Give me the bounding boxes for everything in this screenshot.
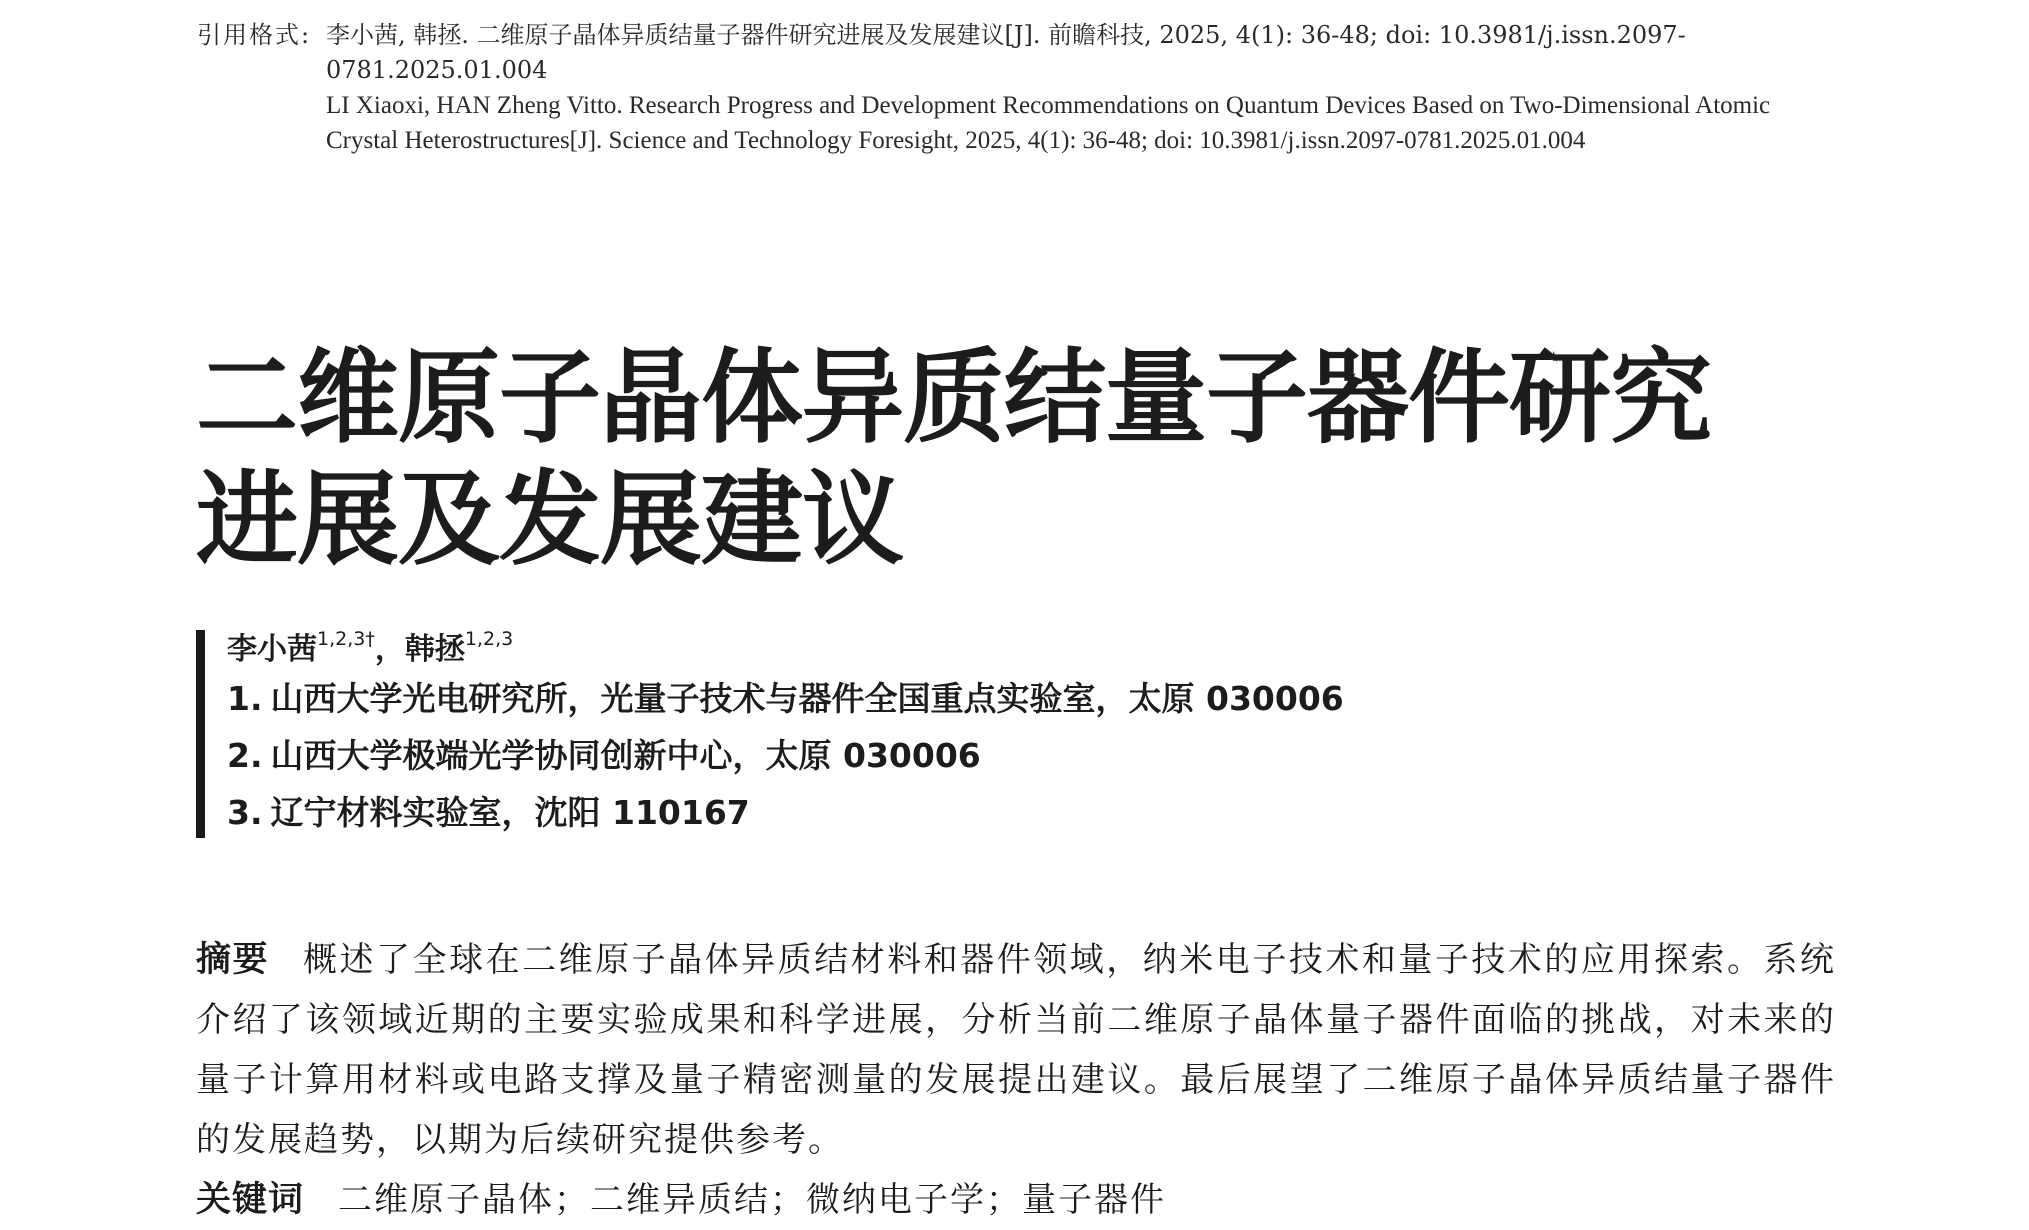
- affiliation-item: [227, 784, 1344, 841]
- affiliation-item: [227, 727, 1344, 784]
- affiliation-number: 3.: [227, 793, 263, 832]
- abstract: [196, 930, 1836, 1170]
- keywords-text: 二维原子晶体；二维异质结；微纳电子学；量子器件: [338, 1180, 1167, 1220]
- author-separator: ，: [374, 632, 405, 667]
- citation-en: LI Xiaoxi, HAN Zheng Vitto. Research Progress and Development Recommendations on Quantum Devices Based on Two-Dimensional Atomic Crystal Heterostructures[J]. Science and Technology Foresight, 2025, 4(1): 36-48; doi: 10.3981/j.issn.2097-0781.2025.01.004: [326, 92, 1771, 154]
- keywords: [196, 1170, 1166, 1230]
- author-name: 李小茜: [227, 632, 317, 667]
- affiliation-text: 辽宁材料实验室，沈阳 110167: [270, 793, 750, 832]
- title-line-2: 进展及发展建议: [196, 461, 903, 580]
- affiliation-number: 2.: [227, 736, 263, 775]
- citation-label: 引用格式:: [197, 21, 312, 49]
- author-name: 韩拯: [404, 632, 465, 667]
- affiliation-item: [227, 670, 1344, 727]
- author-affiliation-marker: 1,2,3†: [317, 628, 375, 650]
- keywords-label: 关键词: [196, 1180, 305, 1220]
- title-line-1: 二维原子晶体异质结量子器件研究: [196, 339, 1711, 458]
- affiliation-text: 山西大学极端光学协同创新中心，太原 030006: [270, 736, 981, 775]
- citation-block: [197, 18, 1837, 158]
- abstract-text: 概述了全球在二维原子晶体异质结材料和器件领域，纳米电子技术和量子技术的应用探索。系统介绍了该领域近期的主要实验成果和科学进展，分析当前二维原子晶体量子器件面临的挑战，对未来的量子计算用材料或电路支撑及量子精密测量的发展提出建议。最后展望了二维原子晶体异质结量子器件的发展趋势，以期为后续研究提供参考。: [196, 940, 1836, 1160]
- author-affiliation-marker: 1,2,3: [464, 628, 514, 650]
- abstract-label: 摘要: [196, 940, 270, 980]
- article-title: [196, 338, 1756, 582]
- author-list: [227, 630, 1344, 670]
- citation-zh: 李小茜, 韩拯. 二维原子晶体异质结量子器件研究进展及发展建议[J]. 前瞻科技, 2025, 4(1): 36-48; doi: 10.3981/j.issn.2097-0781.2025.01.004: [326, 21, 1686, 84]
- citation-zh-row: [197, 18, 1837, 88]
- affiliation-number: 1.: [227, 679, 263, 718]
- affiliation-text: 山西大学光电研究所，光量子技术与器件全国重点实验室，太原 030006: [270, 679, 1344, 718]
- authors-affiliations-block: [196, 630, 1344, 838]
